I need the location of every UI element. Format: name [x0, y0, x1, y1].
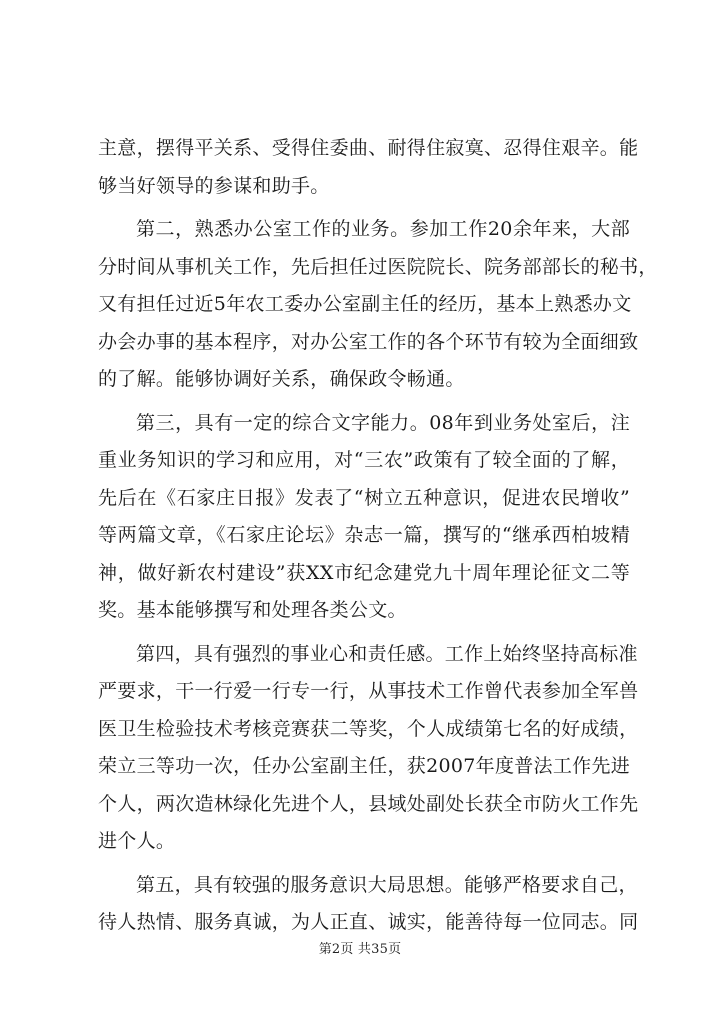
page-number-footer: 第2页 共35页: [318, 942, 402, 957]
text-line: 荣立三等功一次，任办公室副主任，获2007年度普法工作先进: [98, 755, 631, 777]
text-line: 分时间从事机关工作，先后担任过医院院长、院务部部长的秘书，: [98, 255, 658, 278]
text-line: 先后在《石家庄日报》发表了“树立五种意识，促进农民增收”: [98, 486, 630, 509]
paragraph-start-line: 第四，具有强烈的事业心和责任感。工作上始终坚持高标准: [136, 642, 638, 665]
text-line: 待人热情、服务真诚，为人正直、诚实，能善待每一位同志。同: [98, 911, 639, 933]
text-line: 医卫生检验技术考核竞赛获二等奖，个人成绩第七名的好成绩，: [98, 717, 639, 740]
text-line: 的了解。能够协调好关系，确保政令畅通。: [98, 368, 465, 390]
text-line: 进个人。: [98, 830, 176, 852]
text-line: 神，做好新农村建设”获XX市纪念建党九十周年理论征文二等: [98, 561, 630, 584]
paragraph-start-line: 第三，具有一定的综合文字能力。08年到业务处室后，注: [136, 411, 630, 434]
text-line: 奖。基本能够撰写和处理各类公文。: [98, 599, 407, 621]
text-line: 主意，摆得平关系、受得住委曲、耐得住寂寞、忍得住艰辛。能: [98, 137, 639, 159]
document-body: [98, 130, 658, 942]
text-line: 等两篇文章，《石家庄论坛》杂志一篇，撰写的“继承西柏坡精: [98, 524, 630, 546]
text-line: 重业务知识的学习和应用，对“三农”政策有了较全面的了解，: [98, 449, 630, 471]
text-line: 个人，两次造林绿化先进个人，县域处副处长获全市防火工作先: [98, 792, 639, 815]
text-line: 办会办事的基本程序，对办公室工作的各个环节有较为全面细致: [98, 330, 639, 353]
paragraph-start-line: 第二，熟悉办公室工作的业务。参加工作20余年来，大部: [136, 218, 630, 240]
text-line: 又有担任过近5年农工委办公室副主任的经历，基本上熟悉办文: [98, 293, 632, 315]
paragraph-start-line: 第五，具有较强的服务意识大局思想。能够严格要求自己，: [136, 873, 638, 896]
text-line: 够当好领导的参谋和助手。: [98, 174, 330, 197]
text-line: 严要求，干一行爱一行专一行，从事技术工作曾代表参加全军兽: [98, 680, 639, 702]
